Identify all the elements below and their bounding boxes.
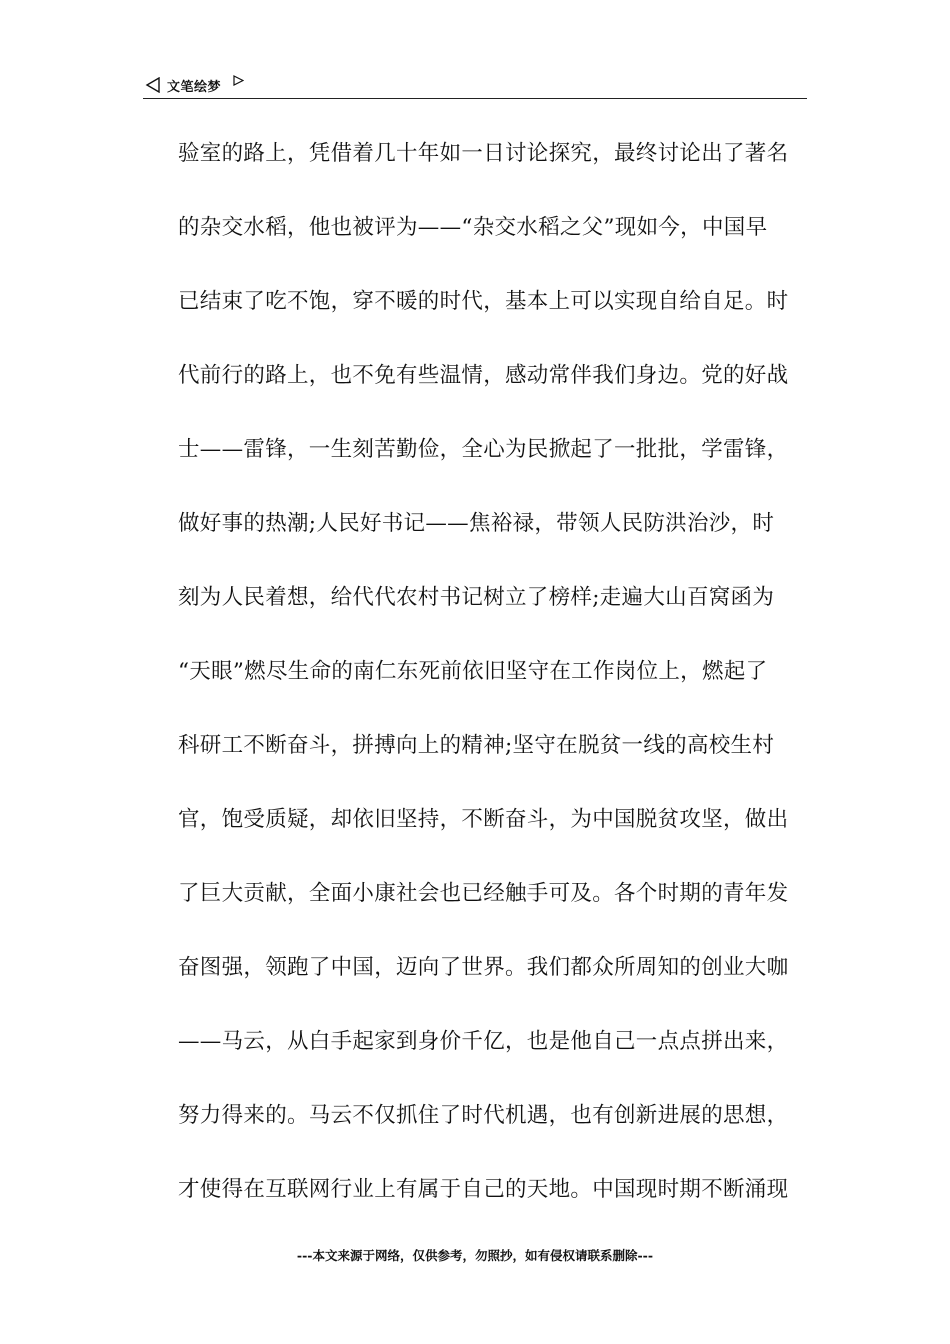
text-line: ——马云，从白手起家到身价千亿，也是他自己一点点拼出来，	[178, 1029, 789, 1054]
footer-disclaimer: ---本文来源于网络，仅供参考，勿照抄，如有侵权请联系删除---	[296, 1248, 654, 1263]
text-line: 努力得来的。马云不仅抓住了时代机遇，也有创新进展的思想，	[178, 1103, 789, 1128]
page-header	[143, 72, 807, 99]
text-line: 刻为人民着想，给代代农村书记树立了榜样;走遍大山百窝函为	[178, 585, 775, 610]
text-line: 代前行的路上，也不免有些温情，感动常伴我们身边。党的好战	[178, 363, 789, 388]
text-line: 官，饱受质疑，却依旧坚持，不断奋斗，为中国脱贫攻坚，做出	[178, 807, 789, 832]
brand-title: 文笔绘梦	[167, 80, 222, 95]
text-line: 才使得在互联网行业上有属于自己的天地。中国现时期不断涌现	[178, 1177, 789, 1202]
text-line: “天眼”燃尽生命的南仁东死前依旧坚守在工作岗位上，燃起了	[178, 659, 768, 684]
text-line: 的杂交水稻，他也被评为——“杂交水稻之父”现如今，中国早	[178, 215, 768, 240]
text-line: 士——雷锋，一生刻苦勤俭，全心为民掀起了一批批，学雷锋，	[178, 437, 789, 462]
text-line: 奋图强，领跑了中国，迈向了世界。我们都众所周知的创业大咖	[178, 955, 789, 980]
article-body	[178, 117, 818, 1227]
text-line: 已结束了吃不饱，穿不暖的时代，基本上可以实现自给自足。时	[178, 289, 789, 314]
text-line: 科研工不断奋斗，拼搏向上的精神;坚守在脱贫一线的高校生村	[178, 733, 775, 758]
text-line: 了巨大贡献，全面小康社会也已经触手可及。各个时期的青年发	[178, 881, 789, 906]
triangle-right-icon	[233, 75, 244, 86]
text-line: 验室的路上，凭借着几十年如一日讨论探究，最终讨论出了著名	[178, 141, 789, 166]
text-line: 做好事的热潮;人民好书记——焦裕禄，带领人民防洪治沙，时	[178, 511, 775, 536]
triangle-left-icon	[145, 77, 161, 93]
